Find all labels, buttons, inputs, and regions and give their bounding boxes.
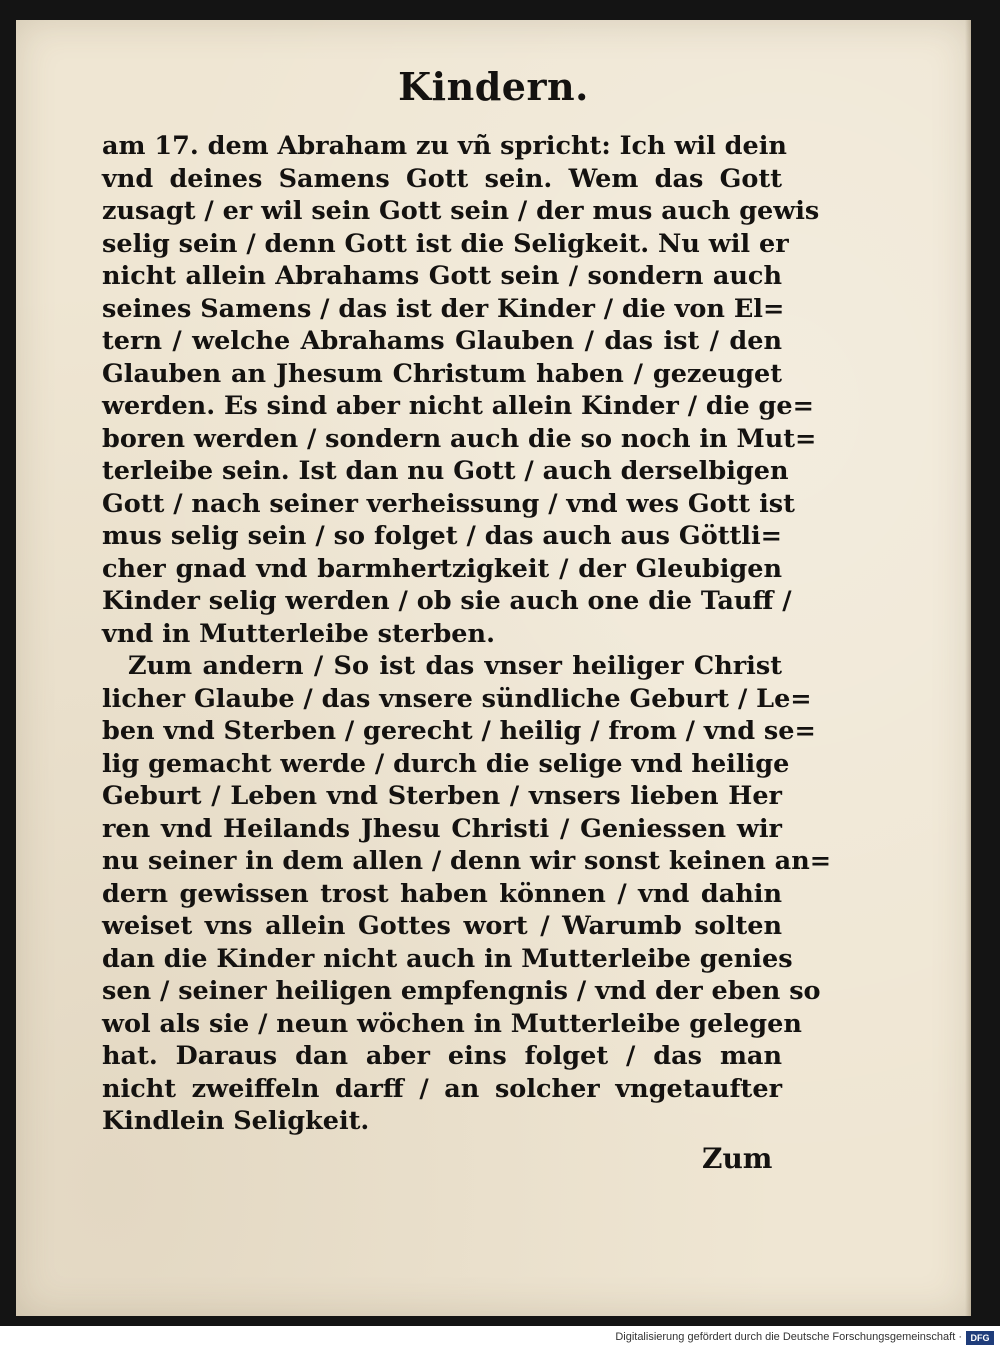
text-line: seines Samens / das ist der Kinder / die von El=	[102, 293, 785, 324]
text-line: weiset vns allein Gottes wort / Warumb solten	[102, 911, 782, 941]
book-page	[16, 20, 971, 1316]
text-line: tern / welche Abrahams Glauben / das ist / den	[102, 326, 782, 356]
page-edge-shadow	[965, 20, 971, 1316]
text-line: dan die Kinder nicht auch in Mutterleibe genies	[102, 943, 793, 974]
text-line: mus selig sein / so folget / das auch aus Göttli=	[102, 521, 782, 551]
catchword: Zum	[702, 1142, 773, 1175]
text-line: boren werden / sondern auch die so noch in Mut=	[102, 423, 817, 454]
text-line: werden. Es sind aber nicht allein Kinder / die ge=	[102, 391, 814, 421]
text-line: wol als sie / neun wöchen in Mutterleibe gelegen	[102, 1008, 802, 1039]
funding-credit: Digitalisierung gefördert durch die Deutsche Forschungsgemeinschaft ·	[615, 1331, 962, 1343]
text-line: zusagt / er wil sein Gott sein / der mus auch gewis	[102, 196, 820, 226]
text-line: vnd in Mutterleibe sterben.	[102, 618, 495, 649]
text-line: Kindlein Seligkeit.	[102, 1106, 370, 1136]
text-line: cher gnad vnd barmhertzigkeit / der Gleubigen	[102, 553, 782, 584]
text-line-indent: Zum andern / So ist das vnser heiliger Christ	[128, 651, 782, 681]
footer-strip	[0, 1326, 1000, 1350]
text-line: hat. Daraus dan aber eins folget / das man	[102, 1041, 782, 1071]
text-line: Geburt / Leben vnd Sterben / vnsers lieben Her	[102, 781, 782, 811]
text-line: nicht zweiffeln darff / an solcher vngetaufter	[102, 1073, 782, 1104]
text-line: terleibe sein. Ist dan nu Gott / auch derselbigen	[102, 456, 789, 486]
text-line: Kinder selig werden / ob sie auch one die Tauff /	[102, 586, 792, 616]
text-line: Glauben an Jhesum Christum haben / gezeuget	[102, 358, 782, 389]
text-line: sen / seiner heiligen empfengnis / vnd der eben so	[102, 976, 821, 1006]
text-line: nicht allein Abrahams Gott sein / sondern auch	[102, 261, 782, 291]
text-line: selig sein / denn Gott ist die Seligkeit. Nu wil er	[102, 228, 789, 259]
text-line: Gott / nach seiner verheissung / vnd wes Gott ist	[102, 488, 795, 519]
dfg-logo-icon: DFG	[966, 1331, 994, 1345]
text-line: ben vnd Sterben / gerecht / heilig / from / vnd se=	[102, 716, 816, 746]
text-line: dern gewissen trost haben können / vnd dahin	[102, 878, 782, 909]
text-line: vnd deines Samens Gott sein. Wem das Gott	[102, 163, 782, 194]
body-text	[102, 130, 832, 1138]
text-line: am 17. dem Abraham zu vñ spricht: Ich wil dein	[102, 131, 787, 161]
text-line: nu seiner in dem allen / denn wir sonst keinen an=	[102, 846, 832, 876]
text-line: licher Glaube / das vnsere sündliche Geburt / Le=	[102, 683, 812, 714]
text-line: lig gemacht werde / durch die selige vnd heilige	[102, 748, 790, 779]
text-line: ren vnd Heilands Jhesu Christi / Geniessen wir	[102, 813, 782, 844]
running-head: Kindern.	[398, 64, 589, 109]
